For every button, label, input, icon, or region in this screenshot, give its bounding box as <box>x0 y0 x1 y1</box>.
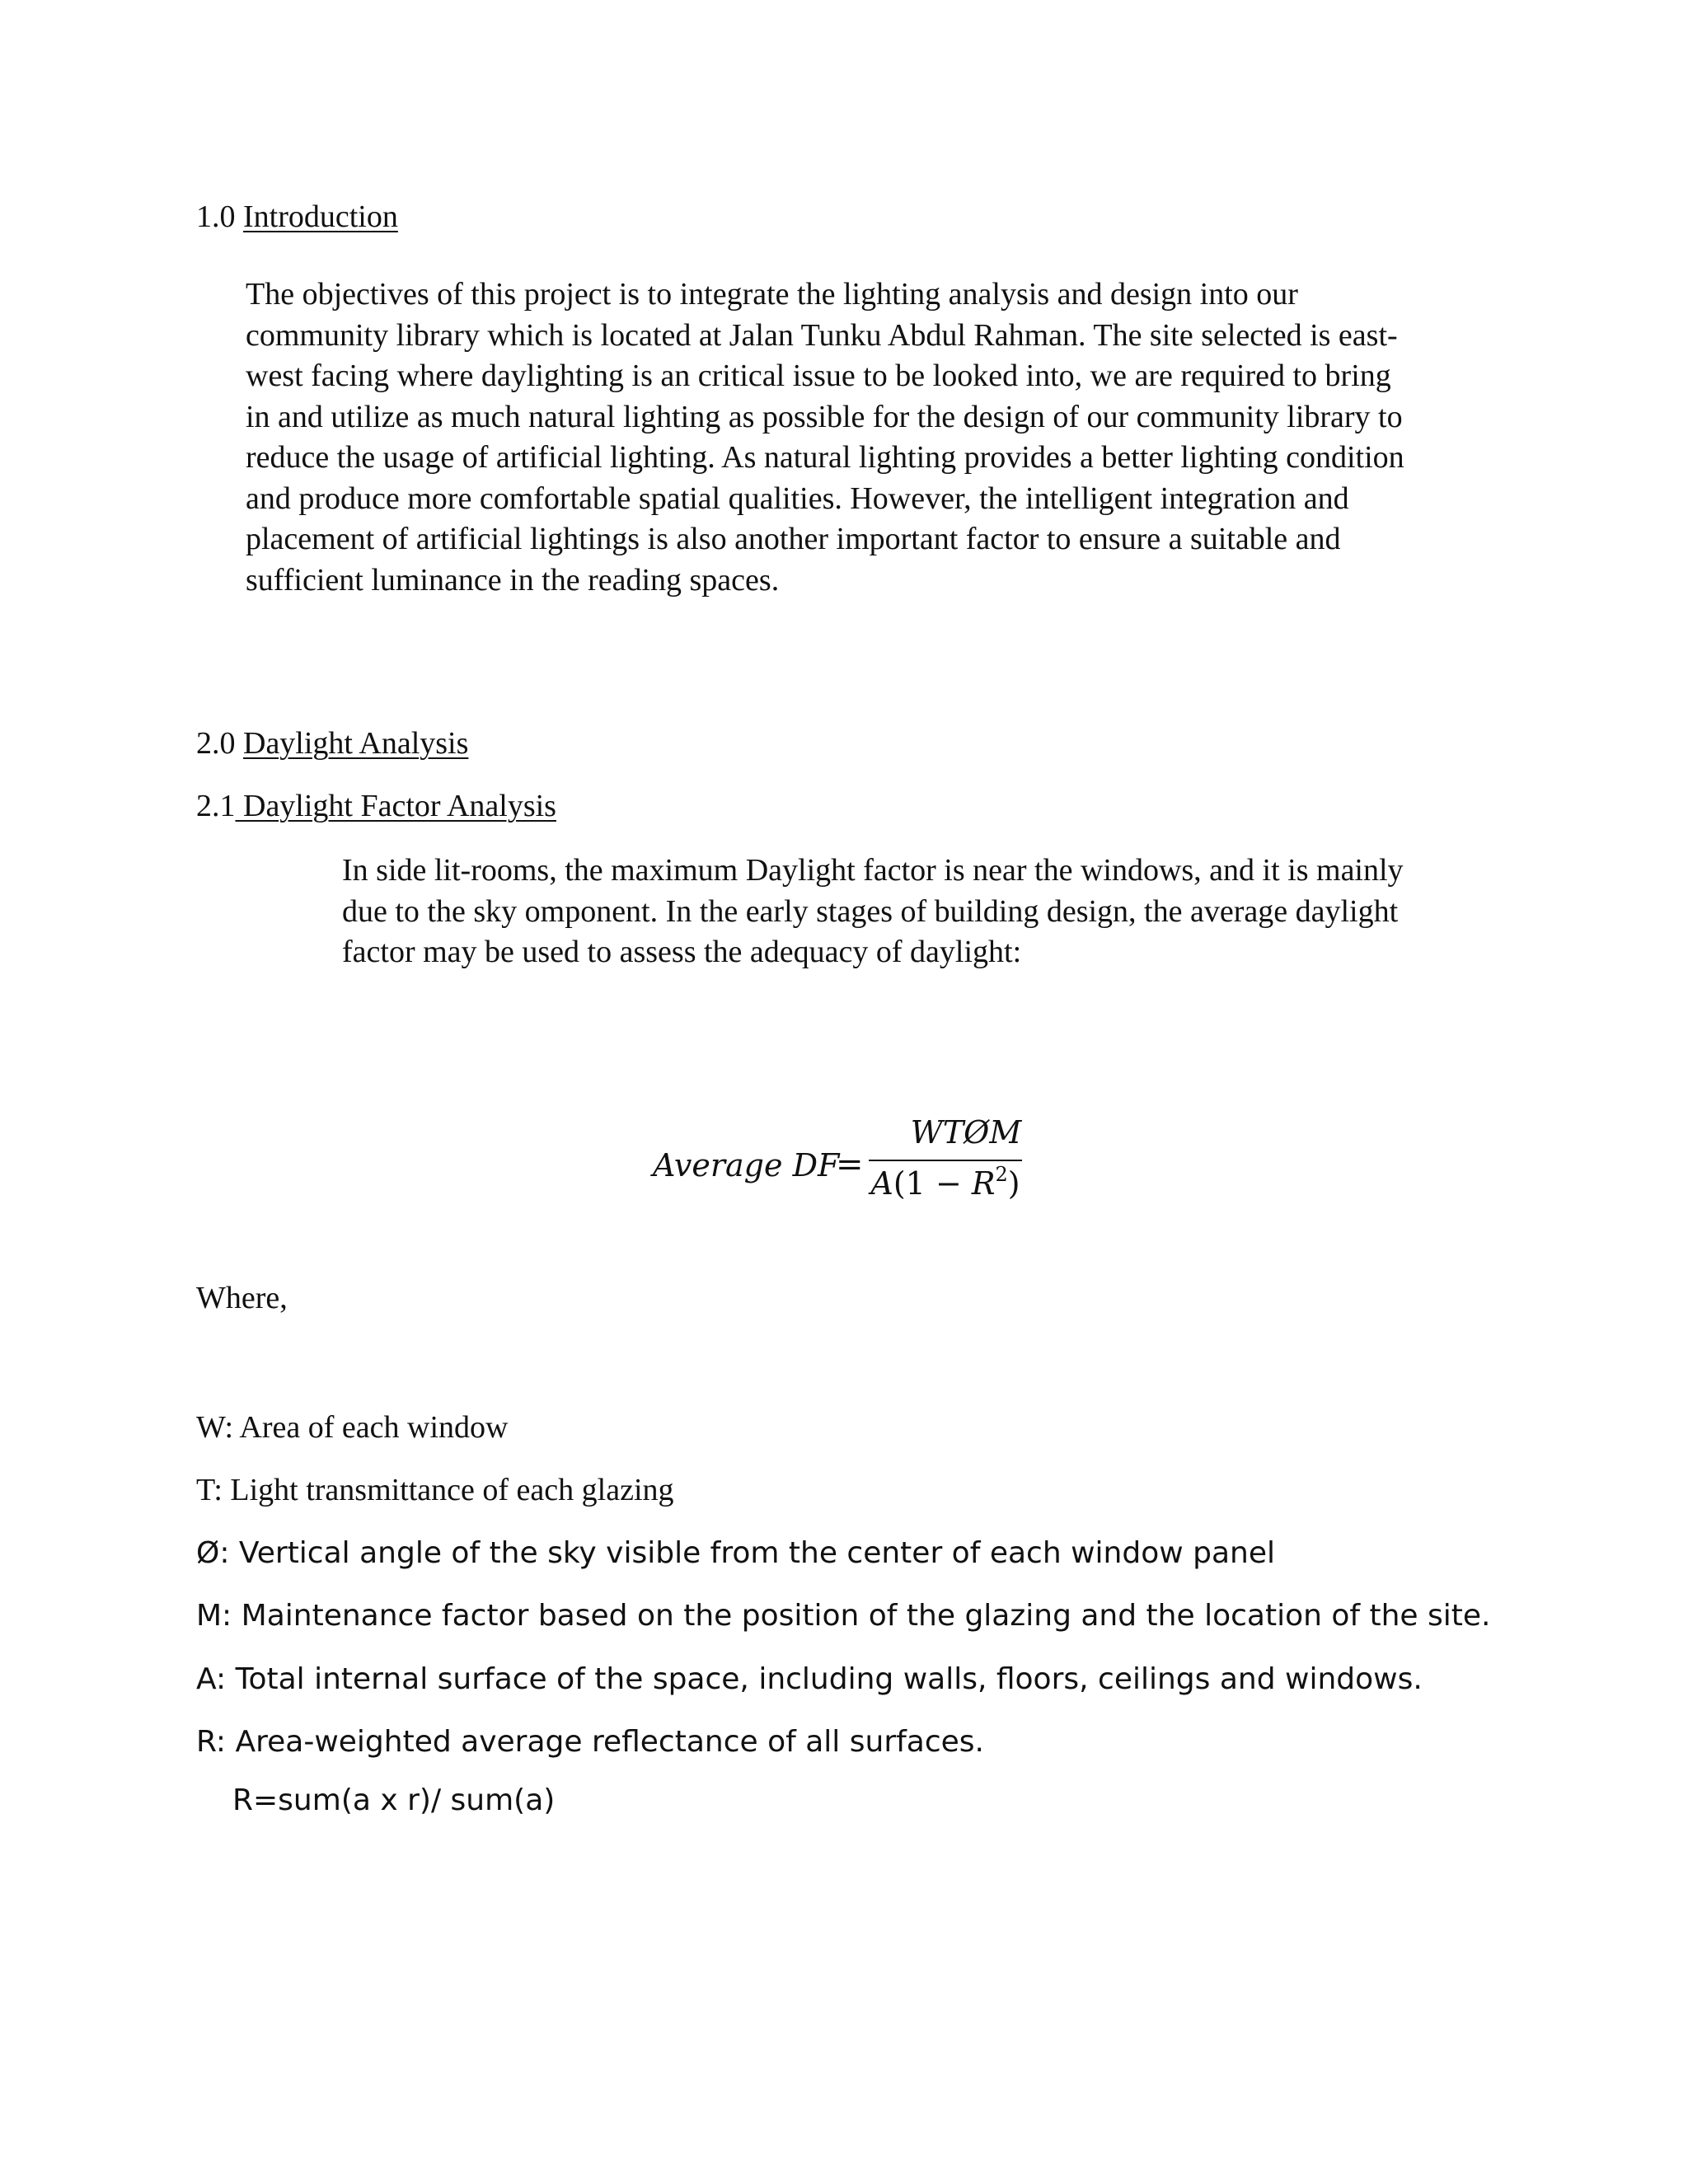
paragraph-line: sufficient luminance in the reading spaces. <box>246 562 780 598</box>
variable-a: A: Total internal surface of the space, including walls, floors, ceilings and windows. <box>196 1662 1423 1696</box>
heading-number: 2.1 <box>196 789 236 823</box>
variable-t: T: Light transmittance of each glazing <box>196 1473 674 1507</box>
average-df-formula <box>653 1114 1048 1213</box>
denominator-a: A <box>870 1165 893 1202</box>
denominator-close: ) <box>1007 1165 1020 1202</box>
where-label: Where, <box>196 1281 288 1315</box>
heading-number: 2.0 <box>196 726 236 761</box>
variable-phi: Ø: Vertical angle of the sky visible from the center of each window panel <box>196 1536 1275 1570</box>
daylight-factor-paragraph <box>342 851 1496 973</box>
introduction-paragraph <box>246 274 1482 601</box>
formula-equals: = <box>836 1146 864 1183</box>
paragraph-line: and produce more comfortable spatial qualities. However, the intelligent integration and <box>246 480 1349 516</box>
paragraph-line: factor may be used to assess the adequacy of daylight: <box>342 935 1022 969</box>
denominator-exponent: 2 <box>995 1163 1008 1186</box>
heading-daylight-factor-analysis <box>196 785 556 827</box>
paragraph-line: community library which is located at Jalan Tunku Abdul Rahman. The site selected is east- <box>246 317 1398 353</box>
heading-daylight-analysis <box>196 723 468 764</box>
paragraph-line: The objectives of this project is to integrate the lighting analysis and design into our <box>246 277 1298 312</box>
denominator-r: R <box>971 1165 996 1202</box>
variable-m: M: Maintenance factor based on the position of the glazing and the location of the site. <box>196 1599 1491 1633</box>
formula-lhs: Average DF <box>653 1147 840 1183</box>
heading-number: 1.0 <box>196 199 236 234</box>
heading-title: Daylight Analysis <box>243 726 469 761</box>
paragraph-line: In side lit-rooms, the maximum Daylight factor is near the windows, and it is mainly <box>342 853 1404 888</box>
paragraph-line: reduce the usage of artificial lighting. As natural lighting provides a better lighting condition <box>246 440 1404 475</box>
variable-r: R: Area-weighted average reflectance of all surfaces. <box>196 1725 985 1759</box>
formula-numerator: WTØM <box>910 1114 1022 1151</box>
paragraph-line: in and utilize as much natural lighting as possible for the design of our community library to <box>246 399 1403 434</box>
fraction-bar <box>869 1160 1022 1161</box>
denominator-open: (1 − <box>893 1165 972 1202</box>
heading-introduction <box>196 196 398 237</box>
heading-title: Daylight Factor Analysis <box>235 789 556 823</box>
reflectance-formula: R=sum(a x r)/ sum(a) <box>232 1783 556 1817</box>
formula-denominator <box>869 1165 1022 1202</box>
variable-w: W: Area of each window <box>196 1410 509 1445</box>
paragraph-line: due to the sky omponent. In the early stages of building design, the average daylight <box>342 893 1399 929</box>
paragraph-line: placement of artificial lightings is also another important factor to ensure a suitable and <box>246 522 1341 556</box>
heading-title: Introduction <box>243 199 398 234</box>
paragraph-line: west facing where daylighting is an critical issue to be looked into, we are required to bring <box>246 359 1391 393</box>
